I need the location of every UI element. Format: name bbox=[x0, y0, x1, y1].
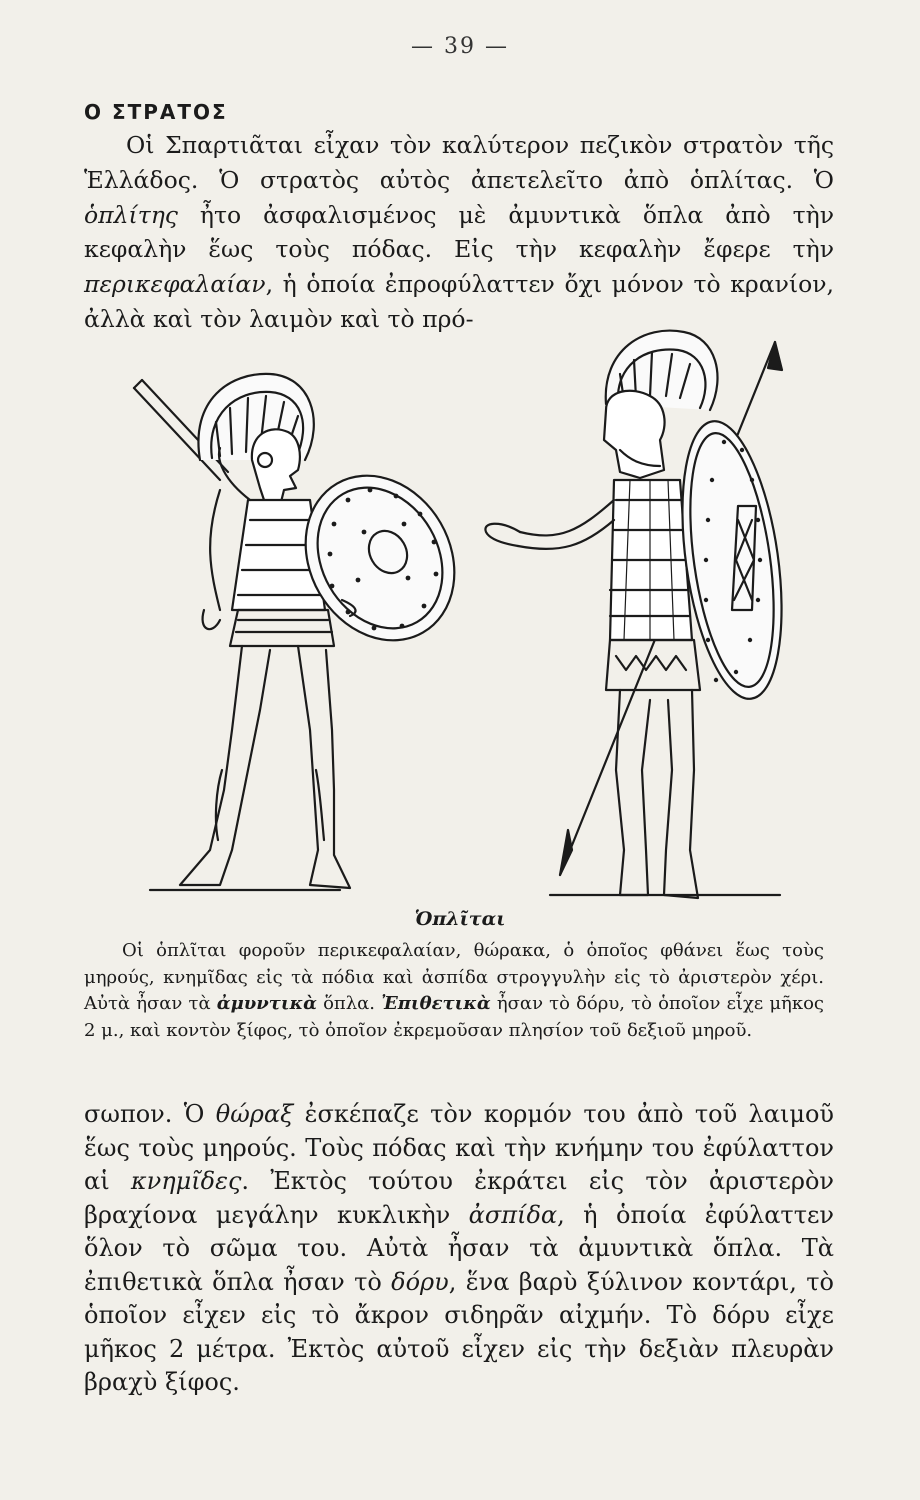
figure-caption-text bbox=[84, 938, 824, 1044]
page-number: — 39 — bbox=[411, 34, 509, 59]
cont-part-2: ἐσκέπαζε τὸν κορμόν του ἀπὸ τοῦ λαιμοῦ ἕως τοὺς μηρούς. Τοὺς πόδας καὶ τὴν κνήμην του ἐφύλαττον αἱ bbox=[84, 1100, 834, 1195]
hoplites-illustration bbox=[120, 310, 820, 910]
term-greaves: κνημῖδες bbox=[130, 1167, 242, 1195]
intro-sentence-1: Οἱ Σπαρτιᾶται εἶχαν τὸν καλύτερον πεζικὸν στρατὸν τῆς Ἑλλάδος. bbox=[84, 131, 834, 194]
term-hoplite: ὁπλίτης bbox=[84, 200, 178, 229]
term-cuirass: θώραξ bbox=[215, 1100, 294, 1128]
caption-part-3: ἦσαν τὸ δόρυ, τὸ ὁποῖον εἶχε μῆκος 2 μ., καὶ κοντὸν ξίφος, τὸ ὁποῖον ἐκρεμοῦσαν πλησίον τοῦ δεξιοῦ μηροῦ. bbox=[84, 993, 824, 1041]
caption-term-offensive: Ἐπιθετικὰ bbox=[381, 993, 491, 1014]
intro-sentence-4-start: Εἰς τὴν κεφαλὴν ἔφερε τὴν bbox=[454, 235, 834, 264]
cont-part-5: , ἕνα βαρὺ ξύλινον κοντάρι, τὸ ὁποῖον εἶχεν εἰς τὸ ἄκρον σιδηρᾶν αἰχμήν. Τὸ δόρυ εἶχε μῆκος 2 μέτρα. Ἐκτὸς αὐτοῦ εἶχεν εἰς τὴν δεξιὰν πλευρὰν βραχὺ ξίφος. bbox=[84, 1267, 835, 1396]
right-hoplite-figure bbox=[485, 331, 797, 898]
figure-caption bbox=[84, 938, 824, 1044]
intro-sentence-4-end: , ἡ ὁποία ἐπροφύλαττεν ὄχι μόνον τὸ κρανίον, ἀλλὰ καὶ τὸν λαιμὸν καὶ τὸ πρό- bbox=[84, 270, 834, 333]
caption-part-2: ὅπλα. bbox=[316, 993, 382, 1014]
term-spear: δόρυ bbox=[391, 1267, 449, 1296]
continuation-paragraph bbox=[84, 1098, 834, 1400]
intro-sentence-2: Ὁ στρατὸς αὐτὸς ἀπετελεῖτο ἀπὸ ὁπλίτας. bbox=[219, 165, 794, 194]
cont-part-1: σωπον. Ὁ bbox=[84, 1100, 216, 1128]
left-hoplite-figure bbox=[134, 374, 484, 888]
continuation-text bbox=[84, 1098, 834, 1400]
section-title: Ο ΣΤΡΑΤΟΣ bbox=[84, 100, 228, 124]
intro-sentence-3-end: ἦτο ἀσφαλισμένος μὲ ἀμυντικὰ ὅπλα ἀπὸ τὴν κεφαλὴν ἕως τοὺς πόδας. bbox=[84, 200, 834, 264]
term-shield: ἀσπίδα bbox=[468, 1200, 558, 1229]
caption-part-1: Οἱ ὁπλῖται φοροῦν περικεφαλαίαν, θώρακα, ὁ ὁποῖος φθάνει ἕως τοὺς μηρούς, κνημῖδας εἰς τὰ πόδια καὶ ἀσπίδα στρογγυλὴν εἰς τὸ ἀριστερὸν χέρι. Αὐτὰ ἦσαν τὰ bbox=[84, 940, 824, 1014]
caption-term-defensive: ἀμυντικὰ bbox=[216, 993, 317, 1014]
intro-text bbox=[84, 128, 834, 337]
cont-part-4: , ἡ ὁποία ἐφύλαττεν ὅλον τὸ σῶμα του. Αὐτὰ ἦσαν τὰ ἀμυντικὰ ὅπλα. Τὰ ἐπιθετικὰ ὅπλα ἦσαν τὸ bbox=[84, 1200, 835, 1296]
term-helmet: περικεφαλαίαν bbox=[84, 270, 266, 299]
figure-caption-title: Ὁπλῖται bbox=[414, 908, 506, 930]
intro-paragraph bbox=[84, 128, 834, 337]
cont-part-3: . Ἐκτὸς τούτου ἐκράτει εἰς τὸν ἀριστερὸν βραχίονα μεγάλην κυκλικὴν bbox=[84, 1167, 834, 1229]
intro-sentence-3-start: Ὁ bbox=[813, 165, 834, 194]
